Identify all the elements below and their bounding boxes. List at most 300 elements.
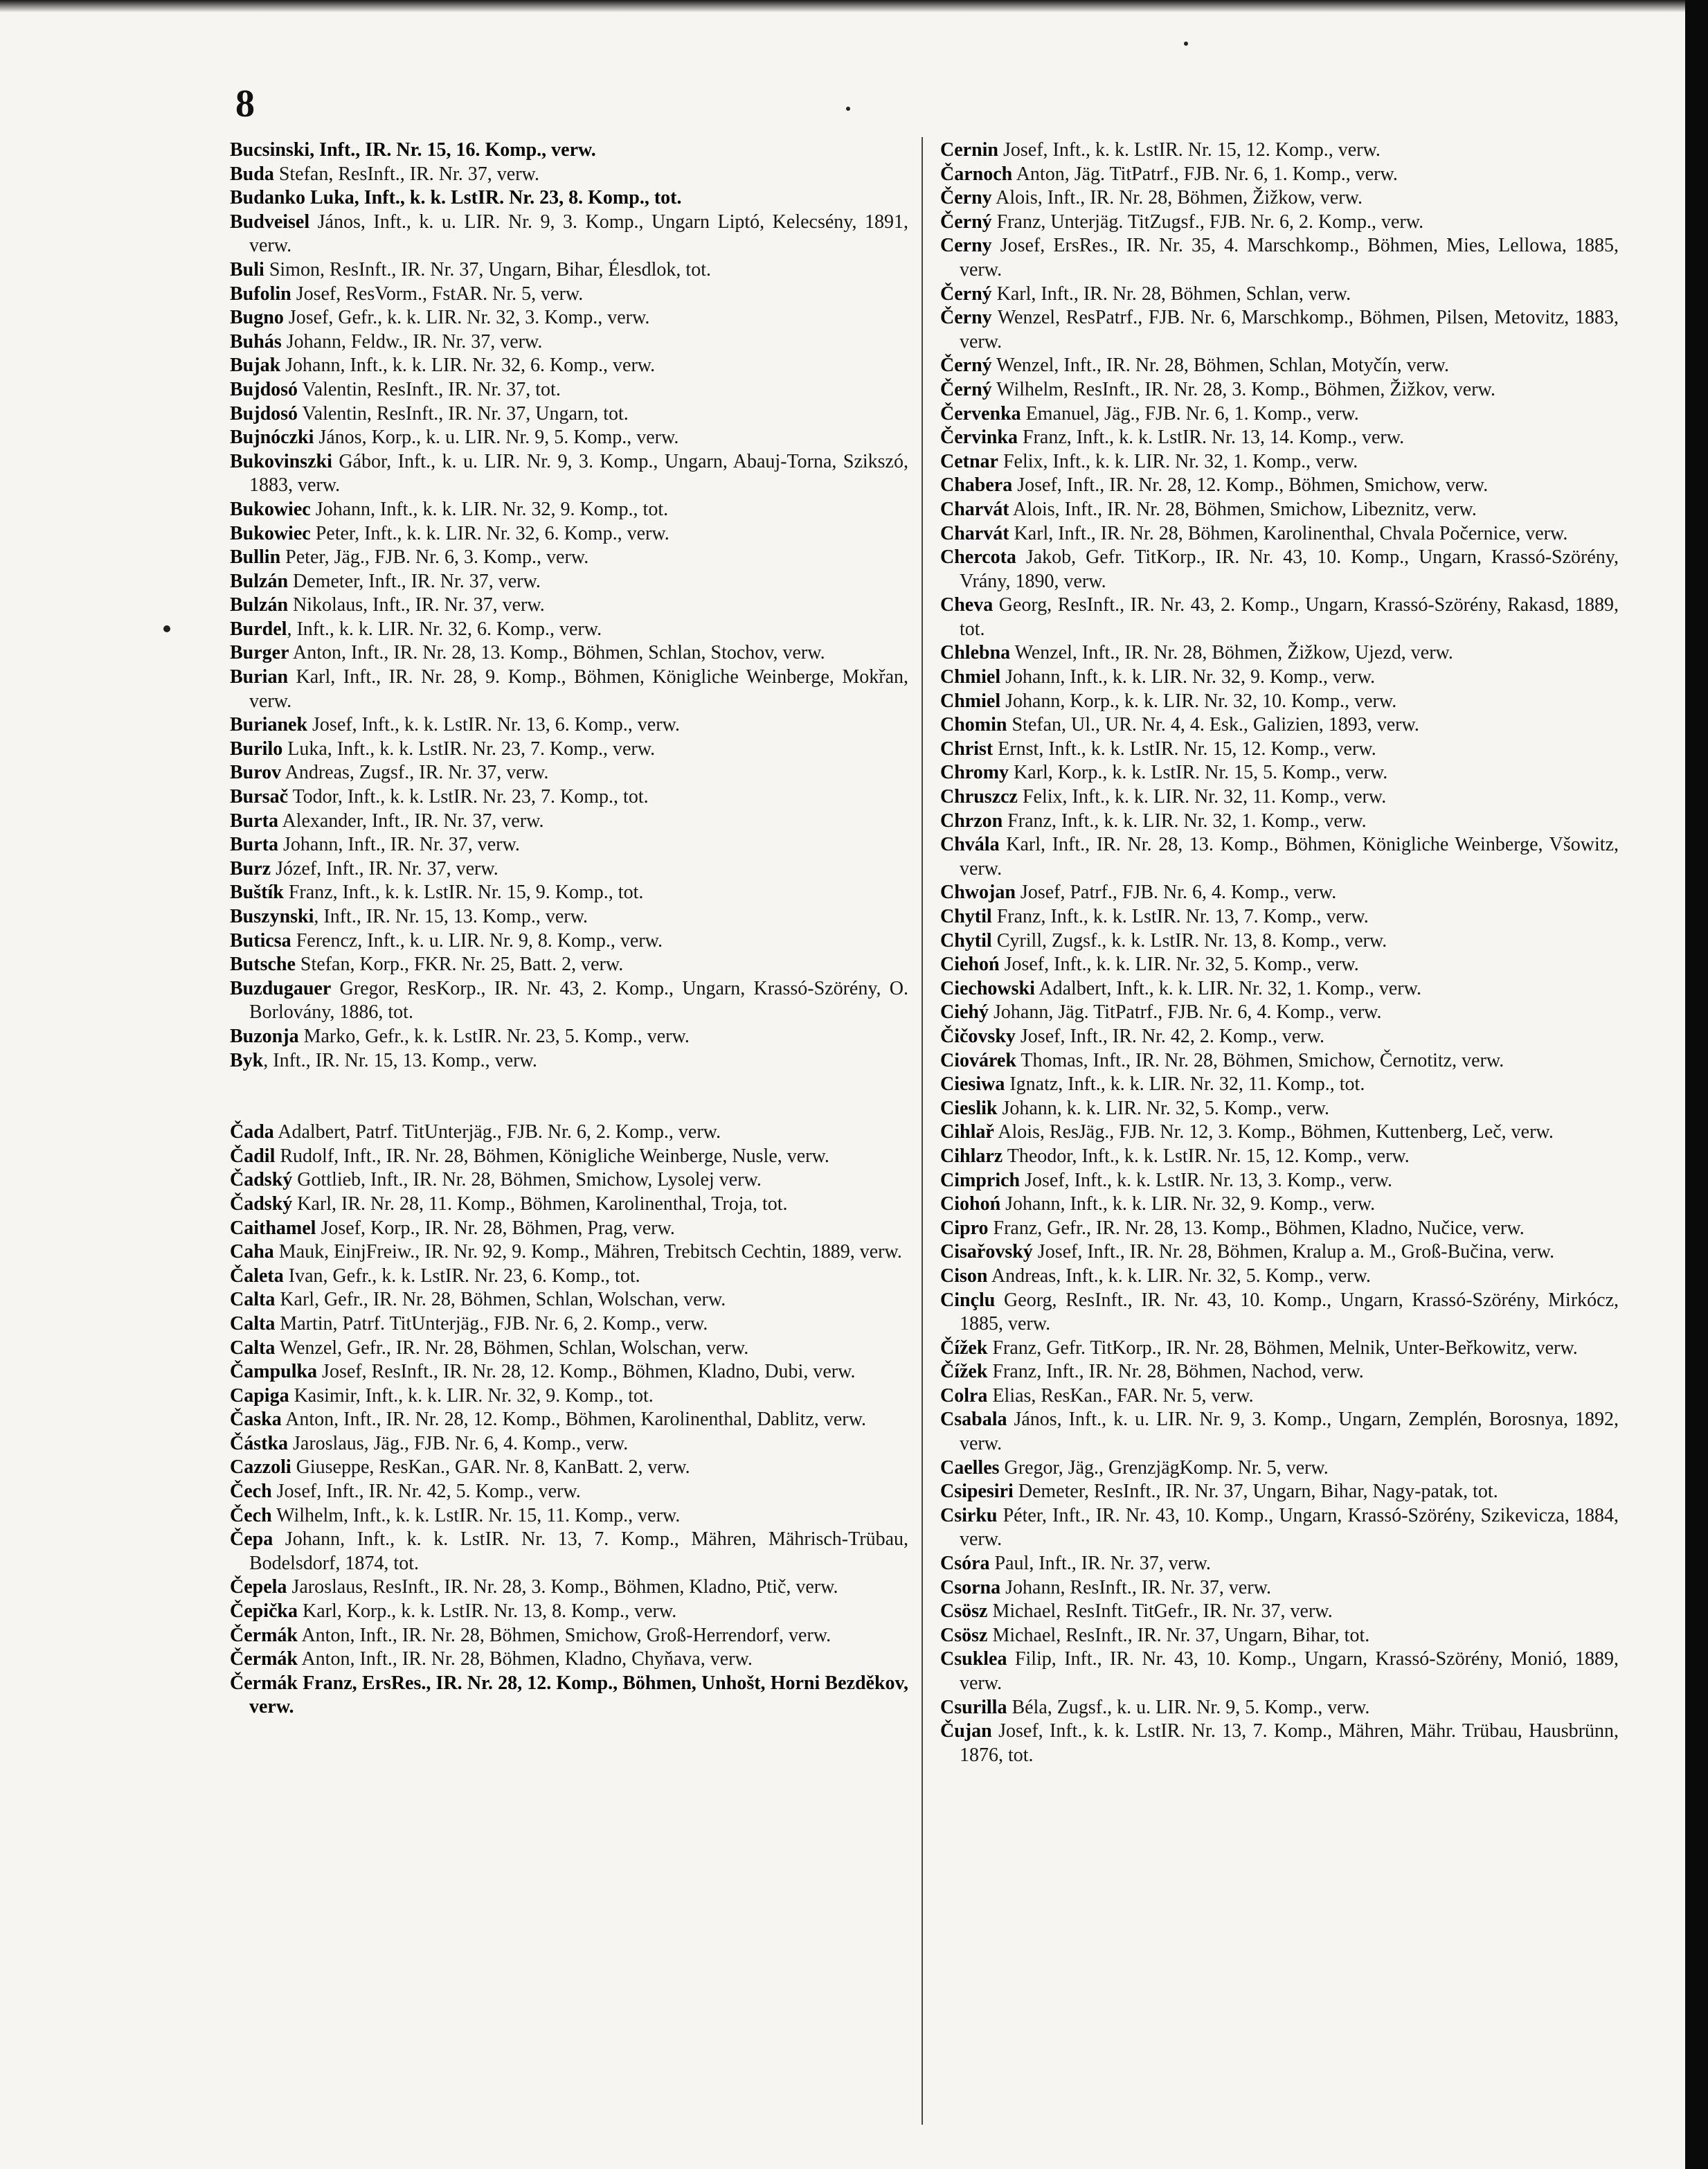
casualty-entry	[230, 186, 908, 211]
entry-surname: Csuklea	[940, 1648, 1007, 1670]
casualty-entry	[940, 522, 1619, 546]
entry-details: Ernst, Inft., k. k. LstIR. Nr. 15, 12. Komp., verw.	[993, 738, 1376, 760]
entry-surname: Cazzoli	[230, 1456, 291, 1479]
entry-surname: Ciesiwa	[940, 1073, 1005, 1096]
casualty-entry	[940, 306, 1619, 354]
casualty-entry	[940, 1600, 1619, 1624]
entry-details: Josef, Inft., k. k. LIR. Nr. 32, 5. Komp., verw.	[999, 954, 1359, 976]
casualty-entry	[230, 881, 908, 905]
entry-details: Josef, Inft., IR. Nr. 42, 2. Komp., verw.	[1015, 1025, 1325, 1047]
scan-top-edge	[0, 0, 1685, 12]
scan-right-edge	[1685, 0, 1708, 2169]
entry-surname: Čížek	[940, 1337, 988, 1359]
entry-surname: Burdel	[230, 618, 287, 640]
entry-surname: Čech	[230, 1481, 272, 1503]
casualty-entry	[940, 1169, 1619, 1193]
entry-surname: Bujdosó	[230, 378, 298, 400]
casualty-entry	[230, 1456, 908, 1480]
casualty-entry	[940, 1025, 1619, 1049]
entry-details: , Inft., IR. Nr. 15, 16. Komp., verw.	[309, 139, 596, 161]
entry-details: Josef, Inft., IR. Nr. 28, Böhmen, Kralup a. M., Groß-Bučina, verw.	[1032, 1241, 1555, 1263]
entry-surname: Budveisel	[230, 211, 310, 233]
entry-surname: Černý	[940, 283, 992, 305]
entry-details: Josef, ResVorm., FstAR. Nr. 5, verw.	[291, 283, 584, 305]
casualty-entry	[230, 426, 908, 450]
casualty-entry	[230, 450, 908, 498]
casualty-entry	[230, 354, 908, 378]
entry-details: Josef, Inft., k. k. LstIR. Nr. 13, 7. Komp., Mähren, Mähr. Trübau, Hausbrünn, 1876, tot.	[960, 1720, 1619, 1766]
entry-surname: Bujak	[230, 355, 281, 377]
entry-surname: Černý	[940, 211, 992, 233]
casualty-entry	[230, 570, 908, 594]
casualty-entry	[230, 905, 908, 929]
entry-details: Paul, Inft., IR. Nr. 37, verw.	[989, 1553, 1211, 1575]
casualty-entry	[230, 211, 908, 258]
entry-details: Josef, ResInft., IR. Nr. 28, 12. Komp., Böhmen, Kladno, Dubi, verw.	[317, 1361, 856, 1383]
entry-details: Franz, Gefr. TitKorp., IR. Nr. 28, Böhmen, Melnik, Unter-Beřkowitz, verw.	[987, 1337, 1578, 1359]
entry-details: Todor, Inft., k. k. LstIR. Nr. 23, 7. Komp., tot.	[288, 786, 649, 808]
casualty-entry	[940, 1001, 1619, 1025]
entry-surname: Červinka	[940, 427, 1018, 449]
casualty-entry	[940, 354, 1619, 378]
entry-surname: Cernin	[940, 139, 998, 161]
entry-surname: Cerny	[940, 235, 992, 257]
entry-details: Georg, ResInft., IR. Nr. 43, 2. Komp., Ungarn, Krassó-Szörény, Rakasd, 1889, tot.	[960, 594, 1619, 640]
entry-details: Valentin, ResInft., IR. Nr. 37, Ungarn, tot.	[298, 402, 629, 425]
casualty-entry	[940, 139, 1619, 163]
casualty-entry	[940, 833, 1619, 881]
entry-details: Wenzel, ResPatrf., FJB. Nr. 6, Marschkomp., Böhmen, Pilsen, Metovitz, 1883, verw.	[960, 307, 1619, 352]
entry-surname: Bukowiec	[230, 522, 311, 544]
casualty-entry	[230, 1432, 908, 1456]
casualty-entry	[230, 857, 908, 882]
entry-surname: Chmiel	[940, 690, 1001, 712]
entry-details: Luka, Inft., k. k. LstIR. Nr. 23, 8. Komp., tot.	[305, 187, 682, 209]
casualty-entry	[230, 1360, 908, 1384]
casualty-entry	[230, 1408, 908, 1432]
entry-details: Johann, k. k. LIR. Nr. 32, 5. Komp., verw.	[997, 1097, 1330, 1119]
entry-details: Johann, Korp., k. k. LIR. Nr. 32, 10. Komp., verw.	[1000, 690, 1397, 712]
entry-details: , Inft., IR. Nr. 15, 13. Komp., verw.	[263, 1049, 537, 1071]
entry-surname: Chvála	[940, 834, 1000, 856]
entry-surname: Čičovsky	[940, 1025, 1016, 1047]
casualty-entry	[230, 1168, 908, 1193]
entry-surname: Burian	[230, 666, 289, 688]
entry-details: Demeter, Inft., IR. Nr. 37, verw.	[288, 570, 541, 592]
entry-details: Wilhelm, ResInft., IR. Nr. 28, 3. Komp., Böhmen, Žižkov, verw.	[991, 378, 1495, 400]
casualty-entry	[230, 953, 908, 977]
entry-details: Rudolf, Inft., IR. Nr. 28, Böhmen, Königliche Weinberge, Nusle, verw.	[275, 1145, 829, 1167]
entry-surname: Budanko	[230, 187, 305, 209]
entry-surname: Černý	[940, 378, 992, 400]
entry-surname: Černy	[940, 307, 992, 329]
entry-surname: Bugno	[230, 307, 284, 329]
casualty-entry	[940, 1265, 1619, 1289]
casualty-entry	[230, 139, 908, 163]
entry-surname: Bucsinski	[230, 139, 310, 161]
casualty-entry	[230, 1312, 908, 1337]
casualty-entry	[230, 666, 908, 713]
entry-surname: Csorna	[940, 1576, 1001, 1598]
entry-details: Gábor, Inft., k. u. LIR. Nr. 9, 3. Komp., Ungarn, Abauj-Torna, Szikszó, 1883, verw.	[249, 450, 908, 497]
entry-details: Józef, Inft., IR. Nr. 37, verw.	[271, 857, 498, 880]
casualty-entry	[940, 426, 1619, 450]
casualty-entry	[940, 929, 1619, 954]
casualty-entry	[940, 1289, 1619, 1337]
casualty-entry	[940, 1504, 1619, 1552]
entry-details: Josef, Korp., IR. Nr. 28, Böhmen, Prag, verw.	[316, 1217, 675, 1239]
entry-details: Wenzel, Gefr., IR. Nr. 28, Böhmen, Schlan, Wolschan, verw.	[275, 1337, 749, 1359]
casualty-entry	[230, 1049, 908, 1073]
casualty-entry	[940, 977, 1619, 1001]
entry-details: Gregor, ResKorp., IR. Nr. 43, 2. Komp., Ungarn, Krassó-Szörény, O. Borlovány, 1886, tot.	[249, 977, 908, 1024]
entry-surname: Časka	[230, 1409, 282, 1431]
entry-details: Michael, ResInft. TitGefr., IR. Nr. 37, verw.	[987, 1600, 1333, 1623]
entry-details: Kasimir, Inft., k. k. LIR. Nr. 32, 9. Komp., tot.	[289, 1384, 654, 1407]
casualty-entry	[230, 1145, 908, 1169]
entry-details: Alois, Inft., IR. Nr. 28, Böhmen, Žižkow, verw.	[991, 187, 1363, 209]
casualty-entry	[230, 1600, 908, 1624]
casualty-entry	[230, 1672, 908, 1720]
column-divider	[922, 137, 923, 2125]
entry-surname: Bufolin	[230, 283, 291, 305]
entry-details: Andreas, Inft., k. k. LIR. Nr. 32, 5. Komp., verw.	[987, 1265, 1371, 1287]
casualty-entry	[230, 618, 908, 642]
entry-details: Johann, Feldw., IR. Nr. 37, verw.	[281, 330, 543, 352]
casualty-entry	[230, 1193, 908, 1217]
entry-details: Béla, Zugsf., k. u. LIR. Nr. 9, 5. Komp., verw.	[1007, 1696, 1370, 1718]
scan-speck	[1184, 42, 1188, 46]
entry-surname: Cisařovský	[940, 1241, 1033, 1263]
casualty-entry	[230, 163, 908, 187]
entry-surname: Buszynski	[230, 906, 314, 927]
casualty-entry	[940, 450, 1619, 474]
entry-details: Peter, Jäg., FJB. Nr. 6, 3. Komp., verw.	[280, 546, 589, 569]
entry-surname: Ciovárek	[940, 1049, 1016, 1071]
casualty-entry	[940, 1097, 1619, 1121]
entry-details: Michael, ResInft., IR. Nr. 37, Ungarn, Bihar, tot.	[987, 1624, 1370, 1646]
entry-details: , Inft., k. k. LIR. Nr. 32, 6. Komp., verw.	[287, 618, 602, 640]
entry-details: Ignatz, Inft., k. k. LIR. Nr. 32, 11. Komp., tot.	[1005, 1073, 1365, 1096]
casualty-entry	[230, 1217, 908, 1241]
casualty-entry	[230, 402, 908, 427]
entry-details: Alexander, Inft., IR. Nr. 37, verw.	[278, 810, 544, 832]
entry-details: Elias, ResKan., FAR. Nr. 5, verw.	[987, 1384, 1254, 1407]
entry-surname: Červenka	[940, 402, 1021, 425]
casualty-entry	[940, 498, 1619, 522]
entry-surname: Capiga	[230, 1384, 289, 1407]
entry-surname: Cieslik	[940, 1097, 998, 1119]
entry-surname: Bulzán	[230, 570, 289, 592]
entry-surname: Calta	[230, 1289, 276, 1311]
entry-details: Marko, Gefr., k. k. LstIR. Nr. 23, 5. Komp., verw.	[298, 1025, 690, 1047]
entry-surname: Čadský	[230, 1169, 293, 1191]
entry-surname: Csösz	[940, 1600, 988, 1623]
casualty-entry	[940, 1240, 1619, 1265]
entry-surname: Buštík	[230, 882, 284, 904]
casualty-entry	[940, 378, 1619, 402]
casualty-entry	[230, 1337, 908, 1361]
entry-details: Anton, Inft., IR. Nr. 28, 13. Komp., Böhmen, Schlan, Stochov, verw.	[289, 642, 825, 664]
entry-details: Gregor, Jäg., GrenzjägKomp. Nr. 5, verw.	[999, 1456, 1329, 1479]
entry-details: Franz, Inft., k. k. LIR. Nr. 32, 1. Komp., verw.	[1003, 810, 1367, 832]
entry-surname: Cihlarz	[940, 1145, 1003, 1167]
casualty-entry	[940, 234, 1619, 282]
entry-surname: Caelles	[940, 1456, 1000, 1479]
casualty-entry	[940, 1073, 1619, 1097]
entry-surname: Chytil	[940, 929, 992, 952]
entry-surname: Calta	[230, 1337, 276, 1359]
entry-surname: Burz	[230, 857, 271, 880]
entry-surname: Caithamel	[230, 1217, 316, 1239]
casualty-entry	[230, 546, 908, 570]
entry-details: Wenzel, Inft., IR. Nr. 28, Böhmen, Žižkow, Ujezd, verw.	[1010, 642, 1453, 664]
casualty-entry	[940, 810, 1619, 834]
casualty-entry	[230, 929, 908, 954]
casualty-entry	[940, 1193, 1619, 1217]
entry-details: Stefan, Ul., UR. Nr. 4, 4. Esk., Galizien, 1893, verw.	[1007, 714, 1419, 736]
casualty-entry	[940, 905, 1619, 929]
entry-details: Martin, Patrf. TitUnterjäg., FJB. Nr. 6, 2. Komp., verw.	[275, 1312, 708, 1335]
casualty-entry	[940, 402, 1619, 427]
casualty-entry	[940, 1217, 1619, 1241]
entry-surname: Čermák	[230, 1624, 298, 1646]
entry-surname: Chytil	[940, 906, 992, 927]
casualty-entry	[230, 1480, 908, 1504]
entry-surname: Buticsa	[230, 929, 291, 952]
casualty-entry	[230, 1576, 908, 1600]
scan-speck	[163, 625, 170, 632]
casualty-entry	[940, 186, 1619, 211]
entry-surname: Čarnoch	[940, 163, 1013, 185]
casualty-entry	[940, 1408, 1619, 1456]
casualty-entry	[940, 738, 1619, 762]
casualty-entry	[230, 498, 908, 522]
casualty-entry	[230, 1504, 908, 1528]
entry-surname: Charvát	[940, 498, 1009, 520]
entry-details: Stefan, ResInft., IR. Nr. 37, verw.	[273, 163, 539, 185]
entry-details: Nikolaus, Inft., IR. Nr. 37, verw.	[288, 594, 545, 616]
entry-details: Franz, ErsRes., IR. Nr. 28, 12. Komp., Böhmen, Unhošt, Horni Bezděkov, verw.	[249, 1672, 908, 1718]
right-column	[940, 139, 1619, 2119]
entry-details: Andreas, Zugsf., IR. Nr. 37, verw.	[281, 762, 549, 784]
casualty-entry	[940, 1624, 1619, 1648]
casualty-entry	[940, 1696, 1619, 1720]
entry-details: Ferencz, Inft., k. u. LIR. Nr. 9, 8. Komp., verw.	[291, 929, 663, 952]
entry-surname: Bukowiec	[230, 498, 311, 520]
casualty-entry	[230, 810, 908, 834]
entry-surname: Čadil	[230, 1145, 276, 1167]
casualty-entry	[230, 1528, 908, 1576]
entry-surname: Chmiel	[940, 666, 1001, 688]
casualty-entry	[230, 761, 908, 785]
casualty-entry	[230, 593, 908, 618]
entry-surname: Buda	[230, 163, 274, 185]
casualty-entry	[940, 881, 1619, 905]
casualty-entry	[940, 641, 1619, 666]
entry-surname: Burov	[230, 762, 282, 784]
entry-surname: Cipro	[940, 1217, 989, 1239]
entry-surname: Burilo	[230, 738, 283, 760]
entry-details: Anton, Inft., IR. Nr. 28, Böhmen, Kladno, Chyňava, verw.	[297, 1648, 753, 1670]
entry-surname: Colra	[940, 1384, 988, 1407]
casualty-entry	[230, 1384, 908, 1409]
entry-details: Peter, Inft., k. k. LIR. Nr. 32, 6. Komp., verw.	[310, 522, 669, 544]
entry-surname: Buli	[230, 258, 264, 280]
casualty-entry	[940, 1552, 1619, 1576]
casualty-entry	[230, 1624, 908, 1648]
entry-details: Felix, Inft., k. k. LIR. Nr. 32, 11. Komp., verw.	[1017, 786, 1387, 808]
entry-surname: Burger	[230, 642, 289, 664]
entry-surname: Ciohoń	[940, 1193, 1001, 1215]
entry-surname: Čermák	[230, 1648, 298, 1670]
entry-surname: Černý	[940, 355, 992, 377]
entry-surname: Chwojan	[940, 882, 1016, 904]
entry-surname: Čada	[230, 1121, 274, 1143]
entry-details: Karl, Inft., IR. Nr. 28, 13. Komp., Böhmen, Königliche Weinberge, Všowitz, verw.	[960, 834, 1619, 880]
entry-details: Karl, Gefr., IR. Nr. 28, Böhmen, Schlan, Wolschan, verw.	[275, 1289, 726, 1311]
entry-details: Franz, Inft., k. k. LstIR. Nr. 15, 9. Komp., tot.	[283, 882, 644, 904]
entry-details: Wilhelm, Inft., k. k. LstIR. Nr. 15, 11. Komp., verw.	[271, 1504, 681, 1526]
entry-surname: Bujdosó	[230, 402, 298, 425]
entry-surname: Csabala	[940, 1409, 1007, 1431]
casualty-entry	[940, 785, 1619, 810]
casualty-entry	[940, 593, 1619, 641]
casualty-entry	[230, 977, 908, 1025]
casualty-entry	[940, 1049, 1619, 1073]
entry-details: Josef, Inft., k. k. LstIR. Nr. 13, 6. Komp., verw.	[307, 714, 680, 736]
entry-surname: Částka	[230, 1432, 289, 1454]
casualty-entry	[940, 1456, 1619, 1481]
casualty-entry	[940, 1145, 1619, 1169]
entry-surname: Buzonja	[230, 1025, 299, 1047]
casualty-entry	[940, 1648, 1619, 1695]
entry-details: Anton, Inft., IR. Nr. 28, Böhmen, Smichow, Groß-Herrendorf, verw.	[297, 1624, 831, 1646]
entry-surname: Buhás	[230, 330, 282, 352]
entry-details: Karl, Inft., IR. Nr. 28, 9. Komp., Böhmen, Königliche Weinberge, Mokřan, verw.	[249, 666, 908, 712]
entry-details: Josef, Inft., k. k. LstIR. Nr. 13, 3. Komp., verw.	[1020, 1169, 1393, 1191]
entry-details: Johann, ResInft., IR. Nr. 37, verw.	[1000, 1576, 1272, 1598]
entry-surname: Bujnóczki	[230, 427, 314, 449]
entry-surname: Chlebna	[940, 642, 1011, 664]
casualty-entry	[230, 713, 908, 738]
entry-surname: Butsche	[230, 954, 296, 976]
entry-details: Karl, IR. Nr. 28, 11. Komp., Böhmen, Karolinenthal, Troja, tot.	[292, 1193, 788, 1215]
casualty-entry	[230, 833, 908, 857]
entry-surname: Čermák	[230, 1672, 298, 1694]
entry-details: Josef, Inft., k. k. LstIR. Nr. 15, 12. Komp., verw.	[998, 139, 1381, 161]
casualty-entry	[230, 283, 908, 307]
entry-surname: Cheva	[940, 594, 994, 616]
entry-details: Thomas, Inft., IR. Nr. 28, Böhmen, Smichow, Černotitz, verw.	[1016, 1049, 1504, 1071]
entry-details: Karl, Korp., k. k. LstIR. Nr. 15, 5. Komp., verw.	[1009, 762, 1388, 784]
entry-surname: Chrzon	[940, 810, 1003, 832]
entry-surname: Charvát	[940, 522, 1009, 544]
casualty-entry	[940, 1576, 1619, 1600]
entry-surname: Čepa	[230, 1528, 273, 1551]
casualty-entry	[940, 474, 1619, 498]
entry-details: Josef, Patrf., FJB. Nr. 6, 4. Komp., verw.	[1015, 882, 1337, 904]
entry-details: Johann, Inft., k. k. LIR. Nr. 32, 9. Komp., verw.	[1000, 666, 1376, 688]
entry-details: Adalbert, Patrf. TitUnterjäg., FJB. Nr. 6, 2. Komp., verw.	[273, 1121, 721, 1143]
casualty-entry	[230, 738, 908, 762]
casualty-entry	[230, 1025, 908, 1049]
entry-details: Ivan, Gefr., k. k. LstIR. Nr. 23, 6. Komp., tot.	[283, 1265, 640, 1287]
entry-details: János, Inft., k. u. LIR. Nr. 9, 3. Komp., Ungarn, Zemplén, Borosnya, 1892, verw.	[960, 1409, 1619, 1455]
casualty-entry	[940, 1384, 1619, 1409]
casualty-entry	[940, 283, 1619, 307]
entry-details: Josef, Inft., IR. Nr. 28, 12. Komp., Böhmen, Smichow, verw.	[1012, 474, 1489, 497]
entry-details: Anton, Inft., IR. Nr. 28, 12. Komp., Böhmen, Karolinenthal, Dablitz, verw.	[281, 1409, 866, 1431]
entry-surname: Csurilla	[940, 1696, 1007, 1718]
casualty-entry	[940, 666, 1619, 690]
casualty-entry	[230, 641, 908, 666]
entry-surname: Burta	[230, 834, 278, 856]
entry-details: Alois, Inft., IR. Nr. 28, Böhmen, Smichow, Libeznitz, verw.	[1009, 498, 1477, 520]
entry-details: Adalbert, Inft., k. k. LIR. Nr. 32, 1. Komp., verw.	[1034, 977, 1422, 999]
entry-details: Franz, Gefr., IR. Nr. 28, 13. Komp., Böhmen, Kladno, Nučice, verw.	[988, 1217, 1525, 1239]
page-number: 8	[235, 82, 255, 125]
casualty-entry	[940, 1480, 1619, 1504]
entry-surname: Bursač	[230, 786, 288, 808]
entry-details: Jaroslaus, Jäg., FJB. Nr. 6, 4. Komp., verw.	[288, 1432, 629, 1454]
entry-surname: Čujan	[940, 1720, 992, 1742]
entry-details: Karl, Korp., k. k. LstIR. Nr. 13, 8. Komp., verw.	[298, 1600, 677, 1623]
entry-surname: Ciechowski	[940, 977, 1035, 999]
casualty-entry	[940, 690, 1619, 714]
entry-surname: Čech	[230, 1504, 272, 1526]
casualty-entry	[230, 1265, 908, 1289]
casualty-entry	[940, 1121, 1619, 1145]
entry-details: Johann, Inft., k. k. LIR. Nr. 32, 6. Komp., verw.	[280, 355, 656, 377]
entry-details: Luka, Inft., k. k. LstIR. Nr. 23, 7. Komp., verw.	[282, 738, 656, 760]
entry-surname: Csipesiri	[940, 1481, 1014, 1503]
entry-details: Johann, Jäg. TitPatrf., FJB. Nr. 6, 4. Komp., verw.	[989, 1001, 1382, 1024]
casualty-entry	[940, 211, 1619, 235]
entry-details: Karl, Inft., IR. Nr. 28, Böhmen, Karolinenthal, Chvala Počernice, verw.	[1009, 522, 1568, 544]
entry-surname: Chercota	[940, 546, 1016, 569]
casualty-entry	[230, 1288, 908, 1312]
entry-surname: Ciehoń	[940, 954, 1000, 976]
entry-surname: Csösz	[940, 1624, 988, 1646]
entry-surname: Burta	[230, 810, 278, 832]
entry-details: Demeter, ResInft., IR. Nr. 37, Ungarn, Bihar, Nagy-patak, tot.	[1013, 1481, 1498, 1503]
entry-surname: Byk	[230, 1049, 264, 1071]
entry-surname: Christ	[940, 738, 994, 760]
entry-details: Theodor, Inft., k. k. LstIR. Nr. 15, 12. Komp., verw.	[1003, 1145, 1410, 1167]
entry-details: Giuseppe, ResKan., GAR. Nr. 8, KanBatt. 2, verw.	[291, 1456, 690, 1479]
entry-surname: Chruszcz	[940, 786, 1018, 808]
entry-surname: Csóra	[940, 1553, 990, 1575]
casualty-entry	[230, 1240, 908, 1265]
entry-surname: Čampulka	[230, 1361, 318, 1383]
entry-details: Gottlieb, Inft., IR. Nr. 28, Böhmen, Smichow, Lysolej verw.	[292, 1169, 762, 1191]
entry-surname: Calta	[230, 1312, 276, 1335]
entry-details: Simon, ResInft., IR. Nr. 37, Ungarn, Bihar, Élesdlok, tot.	[264, 258, 711, 280]
casualty-entry	[940, 953, 1619, 977]
scan-speck	[846, 107, 850, 111]
entry-surname: Cimprich	[940, 1169, 1021, 1191]
entry-details: Josef, Inft., IR. Nr. 42, 5. Komp., verw.	[271, 1481, 581, 1503]
entry-details: Péter, Inft., IR. Nr. 43, 10. Komp., Ungarn, Krassó-Szörény, Szikevicza, 1884, verw.	[960, 1504, 1619, 1551]
entry-details: János, Korp., k. u. LIR. Nr. 9, 5. Komp., verw.	[314, 427, 679, 449]
casualty-entry	[230, 785, 908, 810]
entry-surname: Ciehý	[940, 1001, 989, 1024]
casualty-entry	[230, 522, 908, 546]
casualty-entry	[230, 378, 908, 402]
entry-details: Franz, Inft., IR. Nr. 28, Böhmen, Nachod, verw.	[987, 1361, 1364, 1383]
entry-surname: Bukovinszki	[230, 450, 332, 472]
